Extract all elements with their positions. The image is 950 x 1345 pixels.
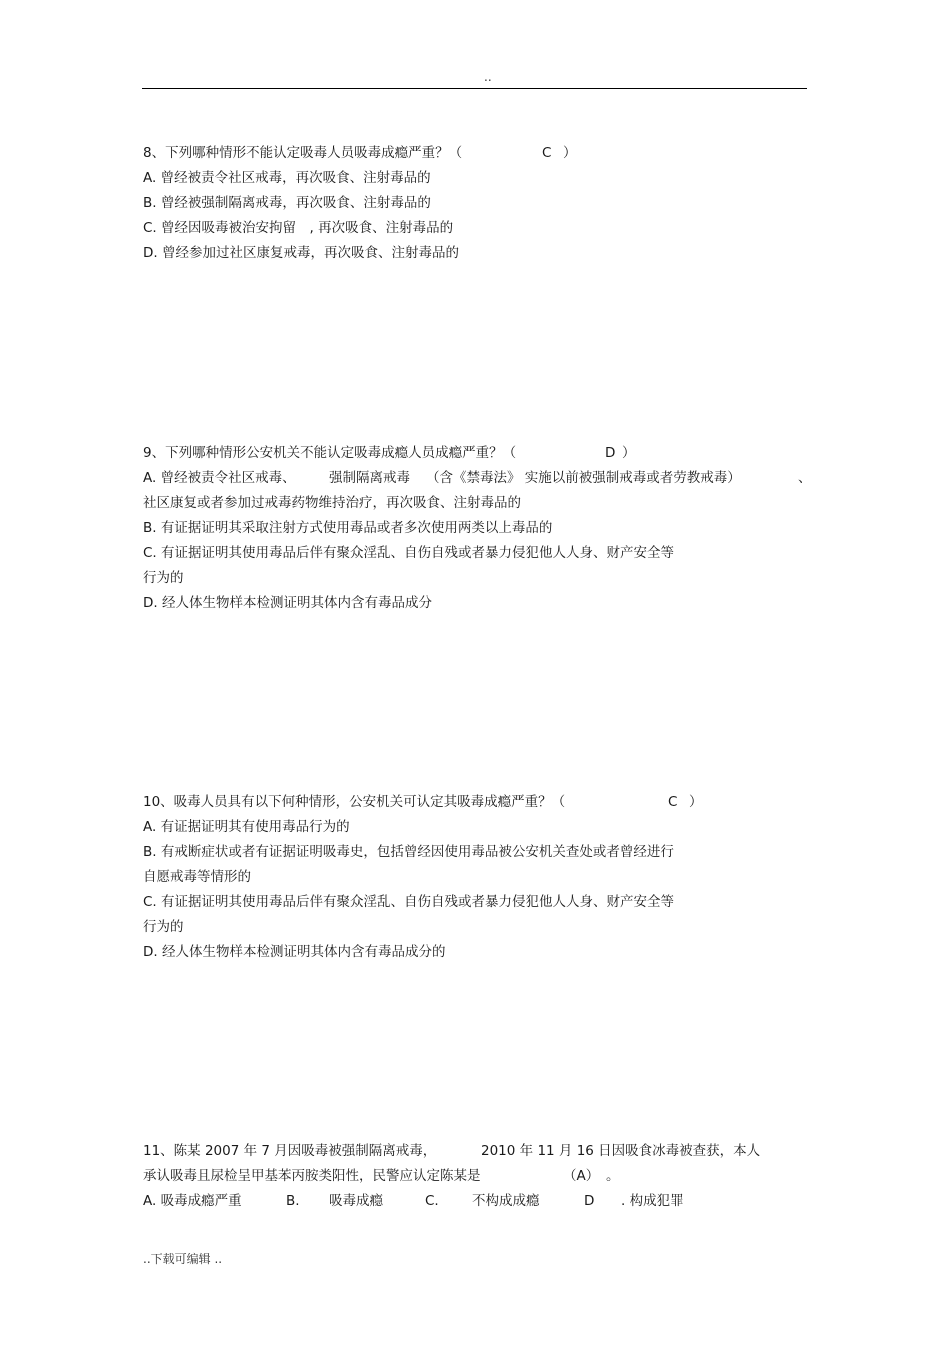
- question-11-text-part1: 11、陈某 2007 年 7 月因吸毒被强制隔离戒毒，: [143, 1143, 437, 1159]
- option-c-line2: 行为的: [143, 570, 184, 586]
- option-d-text: . 构成犯罪: [621, 1193, 684, 1209]
- option-b-line2: 自愿戒毒等情形的: [143, 869, 251, 885]
- option-a: A. 曾经被责令社区戒毒，再次吸食、注射毒品的: [143, 170, 431, 186]
- option-a-line1: [143, 466, 823, 491]
- option-b: B. 曾经被强制隔离戒毒，再次吸食、注射毒品的: [143, 195, 431, 211]
- question-11-text-part2: 2010 年 11 月 16 日因吸食冰毒被查获，本人: [481, 1143, 761, 1159]
- option-a-part1: A. 曾经被责令社区戒毒、: [143, 470, 296, 486]
- question-11: [143, 1139, 823, 1214]
- question-8: [143, 141, 823, 266]
- option-c-label: C.: [425, 1193, 439, 1209]
- footer-text: ..下载可编辑 ..: [143, 1252, 223, 1266]
- option-b-line1: B. 有戒断症状或者有证据证明吸毒史，包括曾经因使用毒品被公安机关查处或者曾经进行: [143, 844, 674, 860]
- option-a-part3: （含《禁毒法》 实施以前被强制戒毒或者劳教戒毒）: [426, 470, 741, 486]
- header-rule: [142, 88, 807, 89]
- header-mark: ..: [484, 70, 492, 84]
- option-b-text: 吸毒成瘾: [329, 1193, 383, 1209]
- option-d: D. 曾经参加过社区康复戒毒，再次吸食、注射毒品的: [143, 245, 459, 261]
- option-c-line1: C. 有证据证明其使用毒品后伴有聚众淫乱、自伤自残或者暴力侵犯他人人身、财产安全等: [143, 545, 675, 561]
- answer-paren-close: ）: [689, 794, 703, 810]
- answer-paren-close: ）: [563, 145, 577, 161]
- question-stem-text: 8、下列哪种情形不能认定吸毒人员吸毒成瘾严重？（: [143, 145, 463, 161]
- option-c-line1: C. 有证据证明其使用毒品后伴有聚众淫乱、自伤自残或者暴力侵犯他人人身、财产安全等: [143, 894, 675, 910]
- question-8-stem: [143, 141, 823, 166]
- option-b-label: B.: [286, 1193, 300, 1209]
- question-11-options: [143, 1189, 823, 1214]
- question-11-line2: [143, 1164, 823, 1189]
- option-d-label: D: [584, 1193, 595, 1209]
- question-9-stem: [143, 441, 823, 466]
- question-11-text-part3: 承认吸毒且尿检呈甲基苯丙胺类阳性，民警应认定陈某是: [143, 1168, 481, 1184]
- answer-letter: C: [542, 145, 552, 161]
- question-10-stem: [143, 790, 823, 815]
- answer-paren-close: ）: [622, 445, 636, 461]
- question-stem-text: 10、吸毒人员具有以下何种情形，公安机关可认定其吸毒成瘾严重？（: [143, 794, 566, 810]
- option-a-part2: 强制隔离戒毒: [329, 470, 410, 486]
- question-11-answer: （A） 。: [563, 1168, 620, 1184]
- answer-letter: D: [605, 445, 616, 461]
- question-stem-text: 9、下列哪种情形公安机关不能认定吸毒成瘾人员成瘾严重？（: [143, 445, 517, 461]
- option-c: C. 曾经因吸毒被治安拘留 , 再次吸食、注射毒品的: [143, 220, 454, 236]
- answer-letter: C: [668, 794, 678, 810]
- option-a-part4: 、: [798, 470, 812, 486]
- option-a-line2: 社区康复或者参加过戒毒药物维持治疗，再次吸食、注射毒品的: [143, 495, 521, 511]
- option-b: B. 有证据证明其采取注射方式使用毒品或者多次使用两类以上毒品的: [143, 520, 553, 536]
- option-c-text: 不构成成瘾: [472, 1193, 540, 1209]
- option-a: A. 有证据证明其有使用毒品行为的: [143, 819, 350, 835]
- option-d: D. 经人体生物样本检测证明其体内含有毒品成分: [143, 595, 432, 611]
- option-a: A. 吸毒成瘾严重: [143, 1193, 242, 1209]
- question-11-line1: [143, 1139, 823, 1164]
- option-d: D. 经人体生物样本检测证明其体内含有毒品成分的: [143, 944, 446, 960]
- option-c-line2: 行为的: [143, 919, 184, 935]
- question-9: [143, 441, 823, 616]
- question-10: [143, 790, 823, 965]
